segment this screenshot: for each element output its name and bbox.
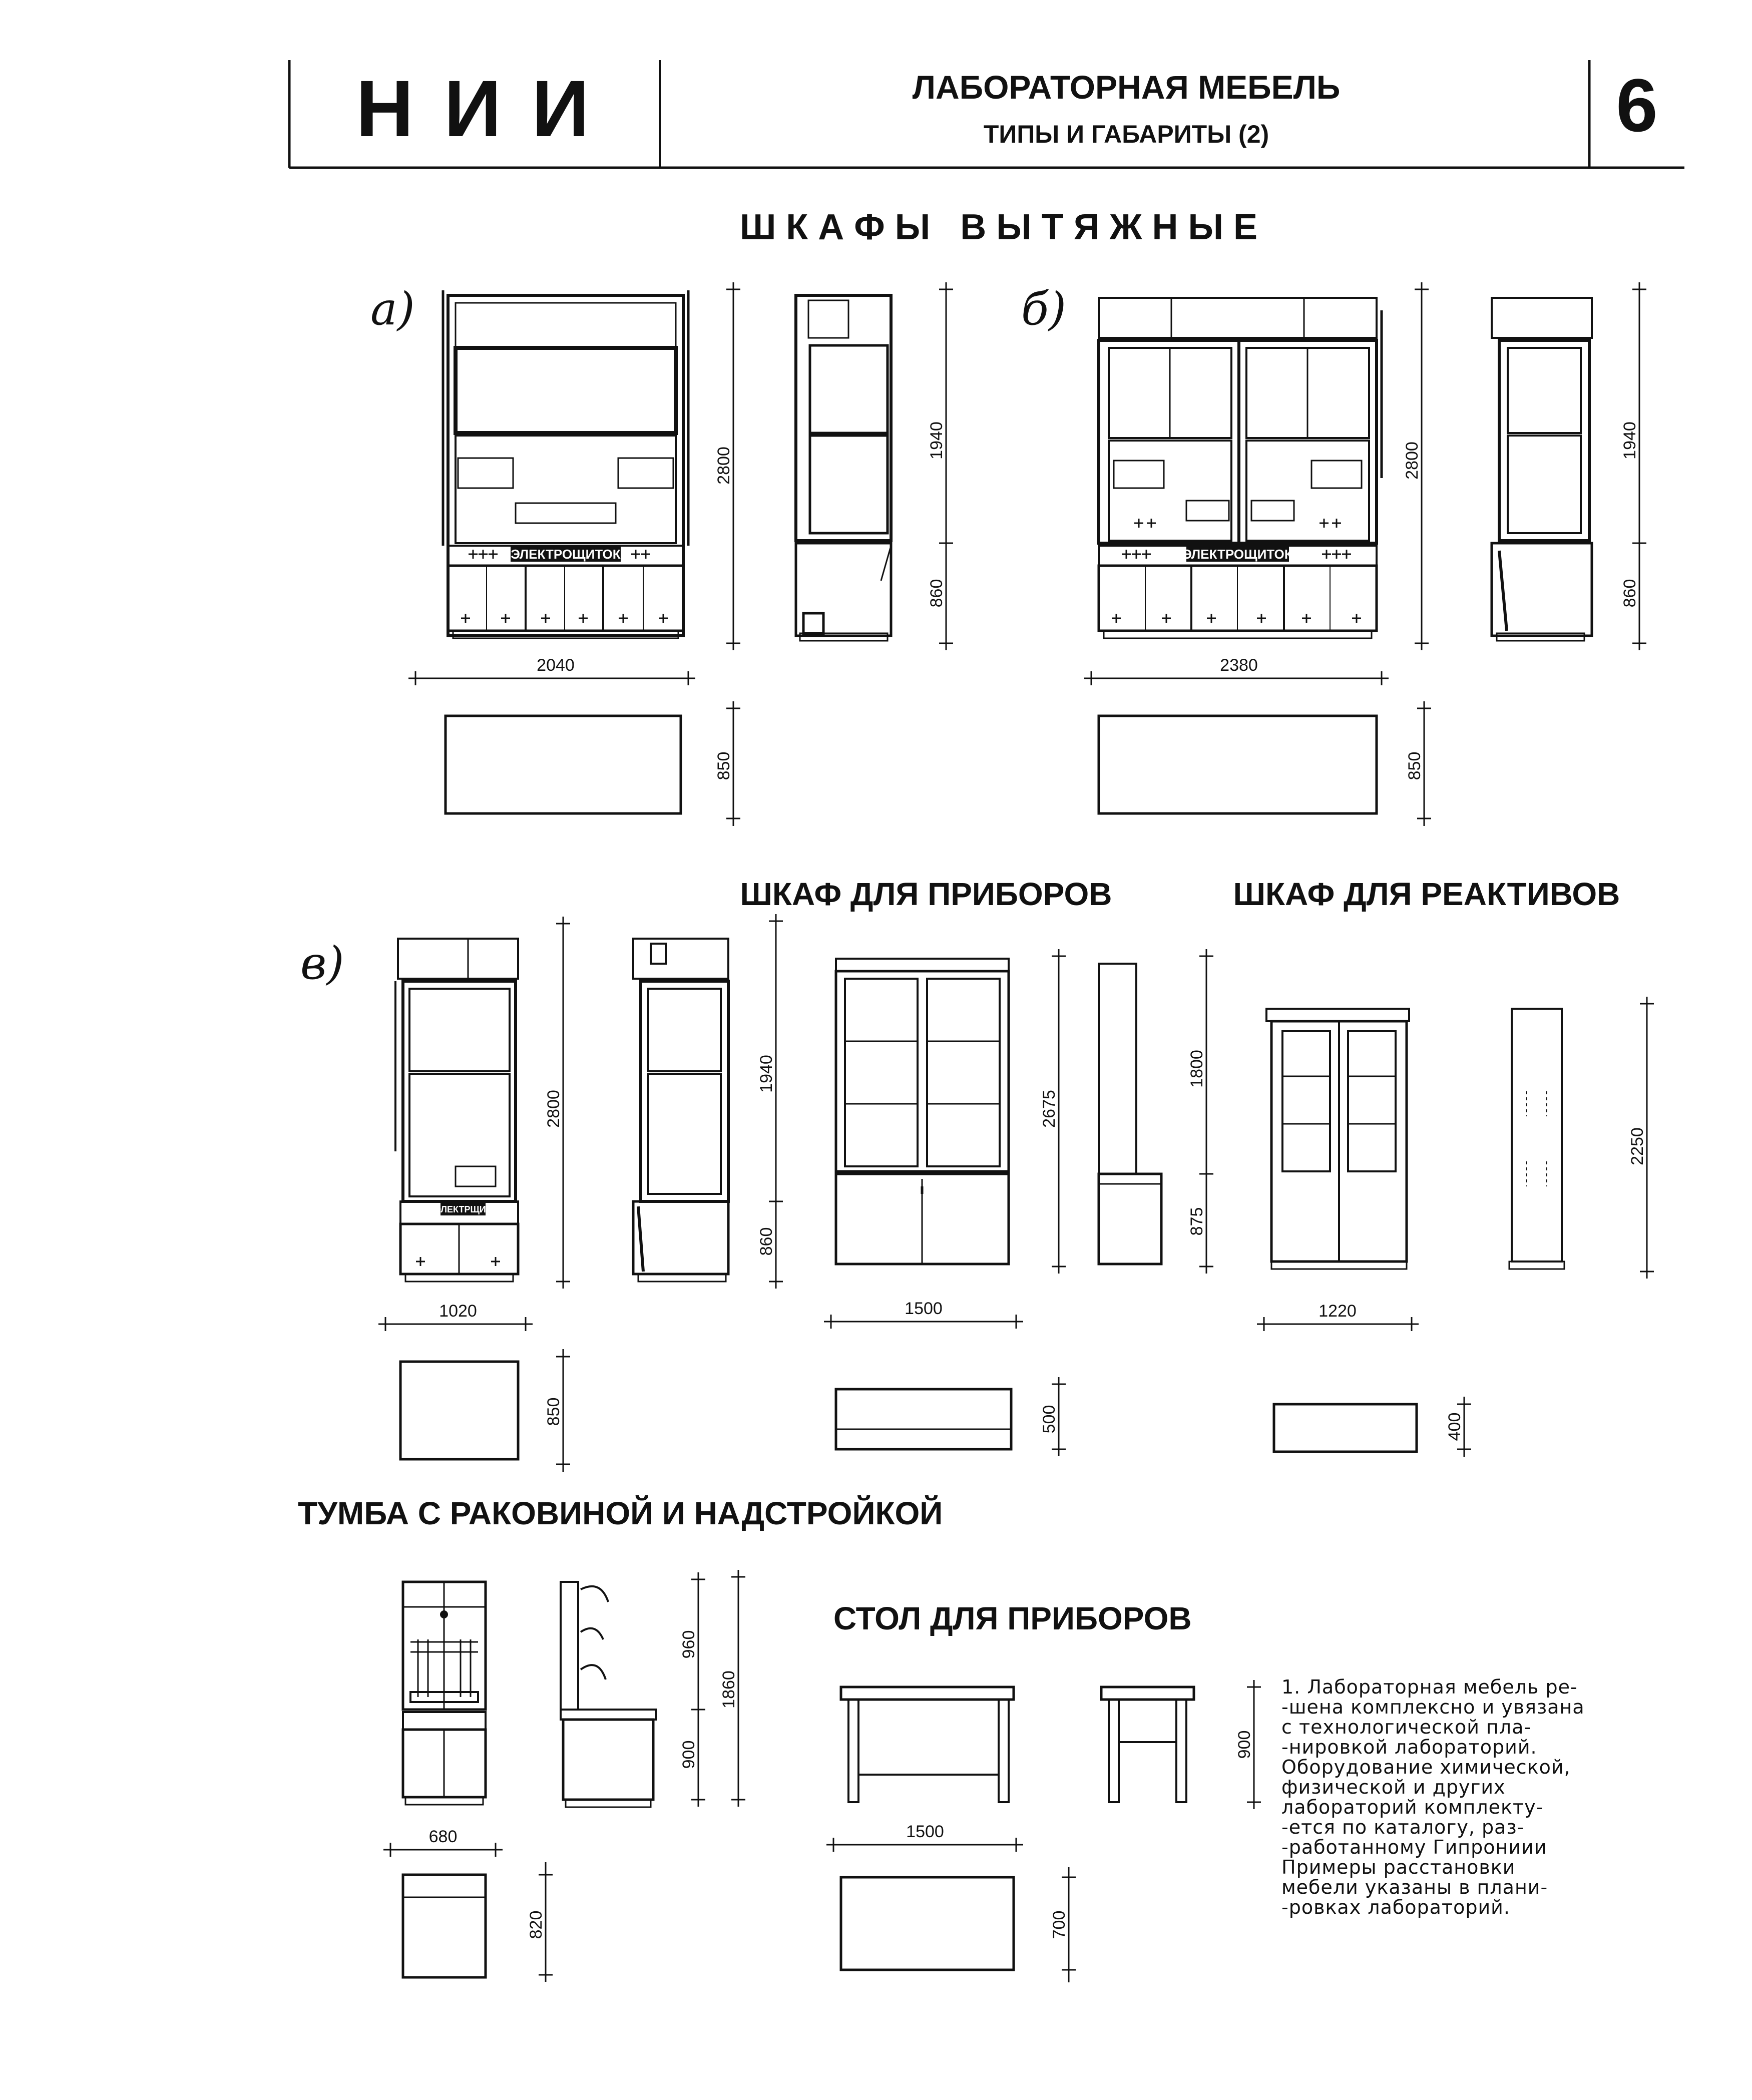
dim-b-depth-text: 850 <box>1405 751 1424 780</box>
dim-v-side <box>757 914 783 1289</box>
dim-a-height-text: 2800 <box>714 447 733 485</box>
dim-inst-width-text: 1500 <box>905 1299 943 1318</box>
dim-b-height-text: 2800 <box>1403 442 1422 480</box>
dim-sink-width <box>383 1827 503 1857</box>
panel-label-v: ЭЛЕКТРЩИТ <box>434 1204 492 1214</box>
fume-hood-v-plan <box>400 1349 570 1472</box>
section-title-sink-unit: ТУМБА С РАКОВИНОЙ И НАДСТРОЙКОЙ <box>298 1495 943 1531</box>
dim-reag-width <box>1257 1302 1419 1331</box>
dim-sink-width-text: 680 <box>428 1827 458 1846</box>
sheet-title: ЛАБОРАТОРНАЯ МЕБЕЛЬ <box>912 69 1341 106</box>
dim-inst-width <box>824 1299 1023 1329</box>
variant-label-v: в) <box>300 937 344 990</box>
dim-a-height <box>714 282 740 650</box>
dim-table-height-text: 900 <box>1235 1730 1254 1759</box>
dim-a-lower-text: 860 <box>927 579 946 608</box>
dim-v-height-text: 2800 <box>544 1090 563 1128</box>
fume-hood-v-front <box>395 939 518 1282</box>
dim-sink-side <box>679 1570 745 1807</box>
section-title-instrument-cabinet: ШКАФ ДЛЯ ПРИБОРОВ <box>740 876 1112 912</box>
sink-unit-plan <box>403 1862 553 1982</box>
explanatory-note: 1. Лабораторная мебель ре- -шена комплексно и увязана с технологической пла- -нировкой лабораторий. Оборудование химической, физической и других лабораторий комплекту- -ется по каталогу, раз- -работанному Гипрониии Примеры расстановки мебели указаны в плани- -ровках лабораторий. <box>1281 1676 1585 1918</box>
title-block <box>289 60 1684 168</box>
fume-hood-b-plan <box>1099 701 1431 826</box>
sheet-subtitle: ТИПЫ И ГАБАРИТЫ (2) <box>983 120 1269 148</box>
dim-sink-height-text: 1860 <box>719 1670 738 1709</box>
dim-a-upper-text: 1940 <box>927 422 946 460</box>
dim-table-height <box>1235 1680 1261 1809</box>
dim-v-depth-text: 850 <box>544 1397 563 1426</box>
dim-a-width-text: 2040 <box>537 656 575 675</box>
reagent-cabinet-front <box>1266 1009 1409 1269</box>
dim-reag-height <box>1628 997 1654 1279</box>
dim-b-upper-text: 1940 <box>1620 422 1639 460</box>
dim-b-lower-text: 860 <box>1620 579 1639 608</box>
dim-b-height <box>1403 282 1429 650</box>
fume-hood-b-side <box>1492 298 1592 641</box>
dim-sink-lower-text: 900 <box>679 1740 698 1769</box>
variant-label-b: б) <box>1021 283 1067 335</box>
fume-hood-b-front <box>1099 298 1382 638</box>
fume-hood-a-plan <box>446 701 740 826</box>
dim-table-depth-text: 700 <box>1050 1910 1069 1939</box>
dim-v-lower-text: 860 <box>757 1227 776 1256</box>
dim-sink-upper-text: 960 <box>679 1630 698 1659</box>
dim-sink-depth-text: 820 <box>527 1910 546 1939</box>
fume-hood-b <box>1021 282 1646 826</box>
panel-label-a: ЭЛЕКТРОЩИТОК <box>511 547 621 562</box>
fume-hood-v <box>300 914 783 1472</box>
dim-b-width-text: 2380 <box>1220 656 1258 675</box>
section-title-instrument-table: СТОЛ ДЛЯ ПРИБОРОВ <box>833 1600 1192 1636</box>
fume-hood-a-front <box>443 290 688 638</box>
dim-inst-depth-text: 500 <box>1040 1405 1059 1434</box>
dim-inst-upper-text: 1800 <box>1187 1050 1206 1088</box>
dim-v-width-text: 1020 <box>439 1302 477 1321</box>
dim-reag-height-text: 2250 <box>1628 1127 1647 1165</box>
instrument-table-front <box>841 1687 1014 1802</box>
dim-inst-height-text: 2675 <box>1040 1090 1059 1128</box>
sink-unit-front <box>403 1582 486 1805</box>
sink-unit <box>383 1570 745 1982</box>
dim-inst-lower-text: 875 <box>1187 1207 1206 1236</box>
instrument-table-side <box>1101 1687 1194 1802</box>
reagent-cabinet-plan <box>1274 1397 1471 1457</box>
sink-unit-side <box>561 1582 656 1807</box>
instrument-table-plan <box>841 1867 1076 1982</box>
reagent-cabinet-side <box>1509 1009 1564 1269</box>
dim-b-side <box>1620 282 1646 650</box>
dim-reag-depth-text: 400 <box>1445 1412 1464 1441</box>
dim-a-depth-text: 850 <box>714 751 733 780</box>
dim-inst-height <box>1040 949 1066 1274</box>
instrument-cabinet-plan <box>836 1377 1066 1456</box>
dim-b-width <box>1084 656 1389 685</box>
page-number: 6 <box>1616 63 1658 147</box>
section-title-fume-hoods: Ш К А Ф Ы В Ы Т Я Ж Н Ы Е <box>739 207 1258 247</box>
section-title-reagent-cabinet: ШКАФ ДЛЯ РЕАКТИВОВ <box>1233 876 1620 912</box>
fume-hood-a-side <box>796 295 891 641</box>
instrument-cabinet <box>824 949 1213 1456</box>
instrument-cabinet-front <box>836 959 1009 1264</box>
reagent-cabinet <box>1257 997 1654 1457</box>
logo-text: Н И И <box>355 64 594 153</box>
dim-v-width <box>378 1302 533 1331</box>
instrument-cabinet-side <box>1099 964 1161 1264</box>
panel-label-b: ЭЛЕКТРОЩИТОК <box>1182 547 1292 562</box>
dim-v-upper-text: 1940 <box>757 1055 776 1093</box>
fume-hood-a <box>370 282 953 826</box>
fume-hood-v-side <box>633 939 728 1282</box>
dim-reag-width-text: 1220 <box>1319 1302 1357 1321</box>
variant-label-a: а) <box>370 283 415 335</box>
instrument-table <box>826 1680 1261 1982</box>
dim-table-width <box>826 1822 1023 1852</box>
dim-v-height <box>544 917 570 1289</box>
dim-a-side <box>927 282 953 650</box>
dim-a-width <box>408 656 695 685</box>
dim-table-width-text: 1500 <box>906 1822 944 1841</box>
dim-inst-side <box>1187 949 1213 1274</box>
